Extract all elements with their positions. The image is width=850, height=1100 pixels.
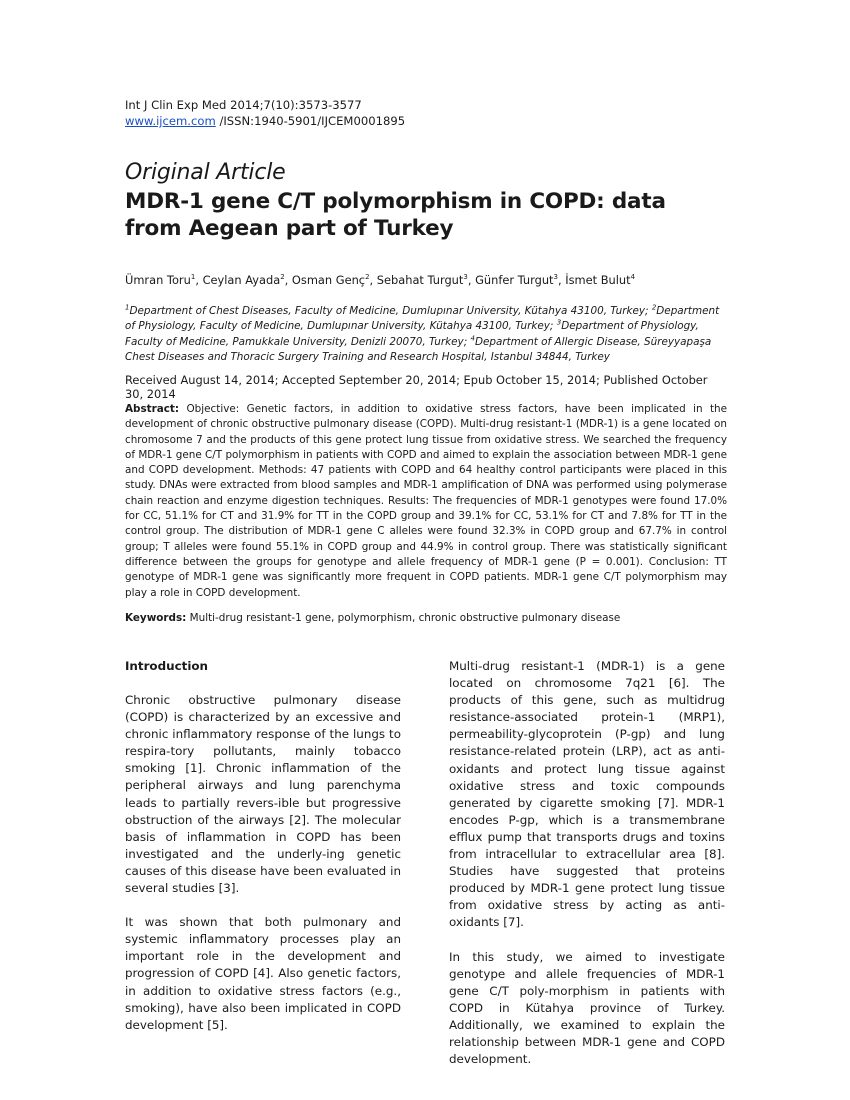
journal-header: [125, 97, 405, 129]
body-column-left: [125, 658, 401, 1051]
keywords: [125, 612, 620, 624]
paragraph: Chronic obstructive pulmonary disease (COPD) is characterized by an excessive and chronic inflammatory response of the lungs to respira-tory pollutants, mainly tobacco smoking [1]. Chronic inflammation of the peripheral airways and lung parenchyma leads to partially revers-ible but progressive obstruction of the airways [2]. The molecular basis of inflammation in COPD has been investigated and the underly-ing genetic causes of this disease have been evaluated in several studies [3].: [125, 693, 401, 896]
abstract-text: Objective: Genetic factors, in addition to oxidative stress factors, have been implicated in the development of chronic obstructive pulmonary disease (COPD). Multi-drug resistant-1 (MDR-1) is a gene located on chromosome 7 and the products of this gene protect lung tissue from oxidative stress. We searched the frequency of MDR-1 gene C/T polymorphism in patients with COPD and aimed to explain the association between MDR-1 gene and COPD development. Methods: 47 patients with COPD and 64 healthy control participants were placed in this study. DNAs were extracted from blood samples and MDR-1 amplification of DNA was performed using polymerase chain reaction and enzyme digestion techniques. Results: The frequencies of MDR-1 genotypes were found 17.0% for CC, 51.1% for CT and 31.9% for TT in the COPD group and 39.1% for CC, 53.1% for CT and 7.8% for TT in the control group. The distribution of MDR-1 gene C alleles were found 32.3% in COPD group and 67.7% in control group; T alleles were found 55.1% in COPD group and 44.9% in control group. There was statistically significant difference between the groups for genotype and allele frequency of MDR-1 gene (P = 0.001). Conclusion: TT genotype of MDR-1 gene was significantly more frequent in COPD patients. MDR-1 gene C/T polymorphism may play a role in COPD development.: [125, 403, 728, 599]
author: Günfer Turgut$^3$: [475, 273, 558, 287]
author: Osman Genç$^2$: [291, 273, 370, 287]
author: Ceylan Ayada$^2$: [202, 273, 285, 287]
journal-web-line: [125, 113, 405, 129]
journal-website-link[interactable]: www.ijcem.com: [125, 114, 216, 128]
author-list: Ümran Toru$^1$, Ceylan Ayada$^2$, Osman Genç$^2$, Sebahat Turgut$^3$, Günfer Turgut$^3$, İsmet Bulut$^4$: [125, 273, 636, 287]
body-column-right: [449, 658, 725, 1085]
paragraph: It was shown that both pulmonary and systemic inflammatory processes play an important role in the development and progression of COPD [4]. Also genetic factors, in addition to oxidative stress factors (e.g., smoking), have also been implicated in COPD development [5].: [125, 915, 401, 1032]
abstract: [125, 402, 727, 601]
author: Sebahat Turgut$^3$: [376, 273, 468, 287]
paragraph: In this study, we aimed to investigate genotype and allele frequencies of MDR-1 gene C/T poly-morphism in patients with COPD in Kütahya province of Turkey. Additionally, we examined to explain the relationship between MDR-1 gene and COPD development.: [449, 949, 725, 1067]
paper-page: [125, 0, 727, 1100]
journal-issn: /ISSN:1940-5901/IJCEM0001895: [219, 114, 406, 128]
section-heading-introduction: Introduction: [125, 659, 209, 673]
article-type: Original Article: [125, 160, 286, 185]
author: Ümran Toru$^1$: [125, 273, 196, 287]
abstract-label: Abstract:: [125, 403, 180, 415]
keywords-text: Multi-drug resistant-1 gene, polymorphism, chronic obstructive pulmonary disease: [189, 612, 621, 624]
journal-citation: Int J Clin Exp Med 2014;7(10):3573-3577: [125, 98, 362, 112]
paragraph: Multi-drug resistant-1 (MDR-1) is a gene located on chromosome 7q21 [6]. The products of this gene, such as multidrug resistance-associated protein-1 (MRP1), permeability-glycoprotein (P-gp) and lung resistance-related protein (LRP), act as anti-oxidants and protect lung tissue against oxidative stress and toxic compounds generated by cigarette smoking [7]. MDR-1 encodes P-gp, which is a transmembrane efflux pump that transports drugs and toxins from intracellular to extracellular area [8]. Studies have suggested that proteins produced by MDR-1 gene protect lung tissue from oxidative stress by acting as anti-oxidants [7].: [449, 659, 725, 930]
article-title: MDR-1 gene C/T polymorphism in COPD: data from Aegean part of Turkey: [125, 189, 666, 241]
publication-dates: Received August 14, 2014; Accepted September 20, 2014; Epub October 15, 2014; Published October 30, 2014: [125, 373, 708, 401]
author: İsmet Bulut$^4$: [565, 273, 636, 287]
affiliations: $^1$Department of Chest Diseases, Faculty of Medicine, Dumlupınar University, Kütahya 43100, Turkey; $^2$Department of Physiology, Faculty of Medicine, Dumlupınar University, Kütahya 43100, Turkey; $^3$Department of Physiology, Faculty of Medicine, Pamukkale University, Denizli 20070, Turkey; $^4$Department of Allergic Disease, Süreyyapaşa Chest Diseases and Thoracic Surgery Training and Research Hospital, Istanbul 34844, Turkey: [125, 303, 720, 364]
keywords-label: Keywords:: [125, 612, 187, 624]
